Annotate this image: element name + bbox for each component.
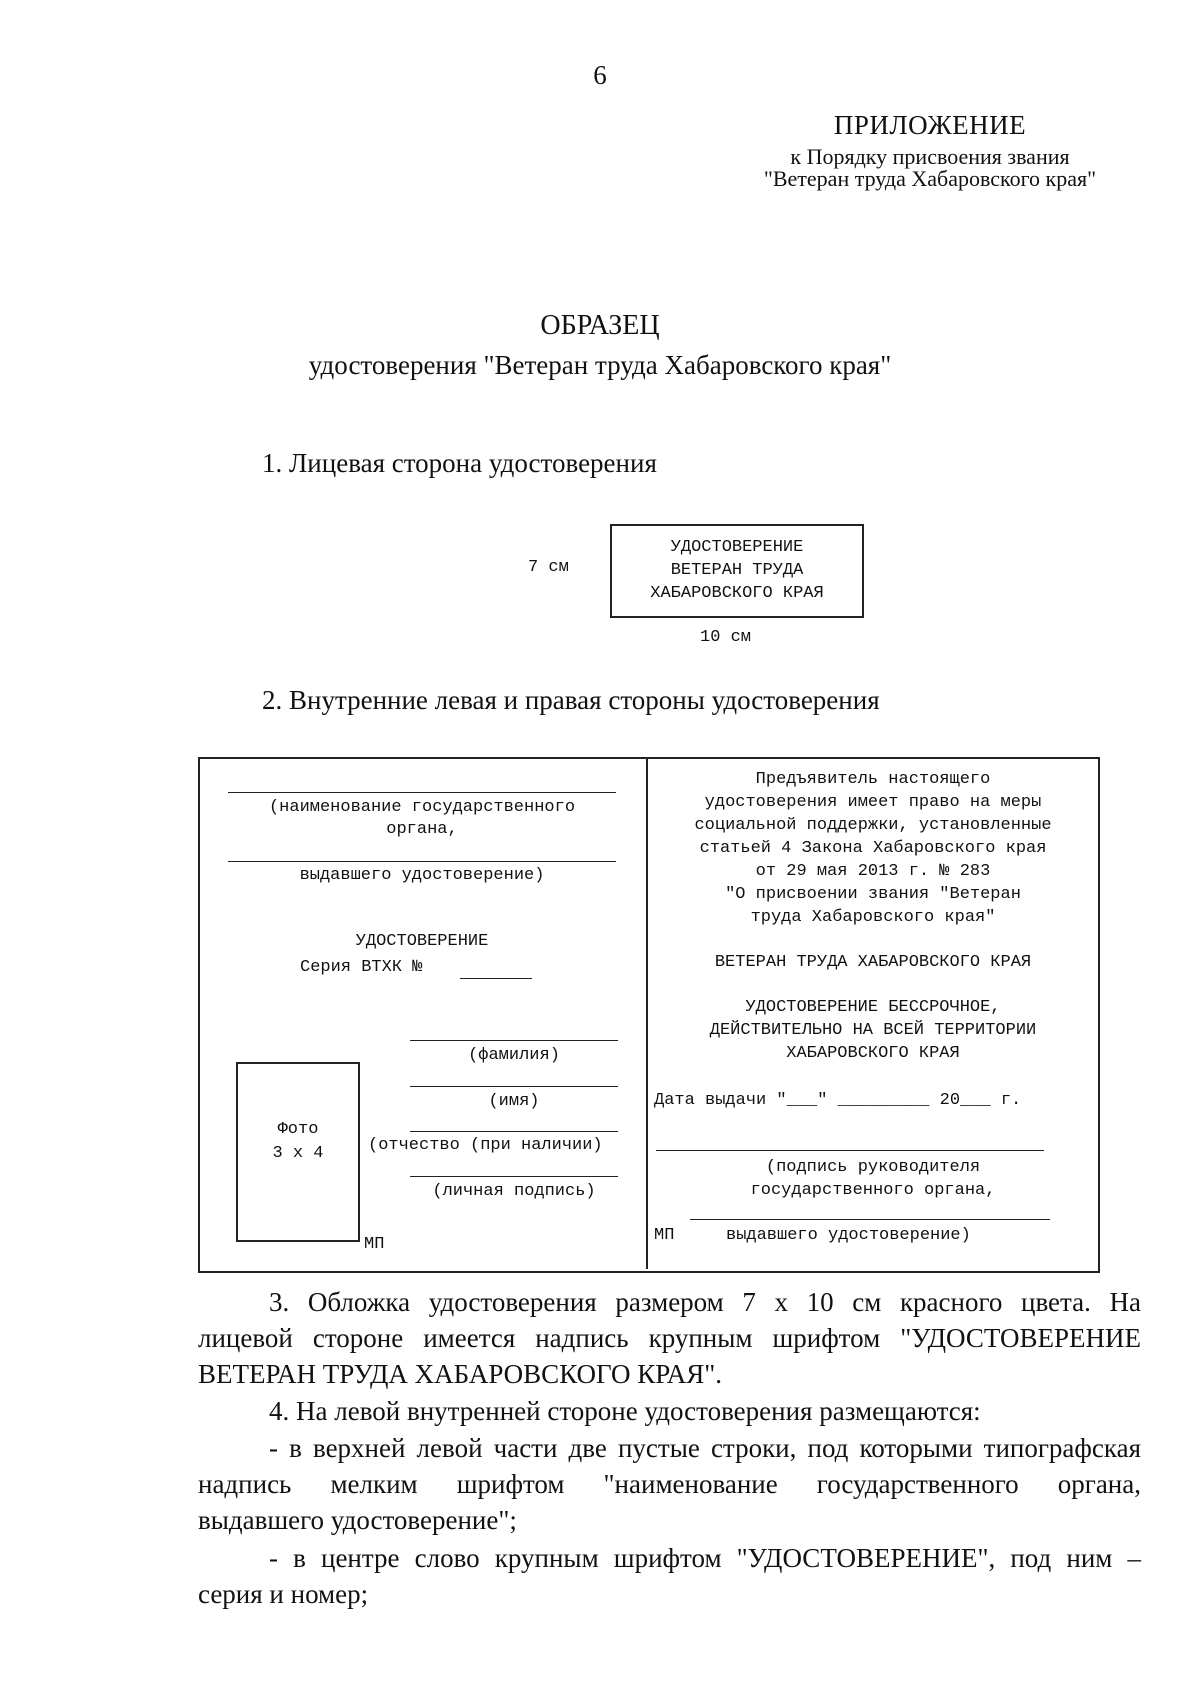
front-line-2: ВЕТЕРАН ТРУДА (670, 561, 804, 580)
section-2-heading: 2. Внутренние левая и правая стороны удостоверения (262, 685, 880, 715)
front-side-box (610, 524, 864, 618)
sample-subtitle: удостоверения "Ветеран труда Хабаровского края" (308, 350, 892, 380)
inner-divider (646, 757, 648, 1269)
item2-line-2: серия и номер; (198, 1579, 369, 1609)
photo-size: 3 x 4 (272, 1144, 324, 1163)
org-line-2 (228, 861, 616, 862)
height-label: 7 см (528, 558, 569, 577)
name-caption: (имя) (488, 1092, 540, 1111)
width-label: 10 см (700, 628, 752, 647)
page-number: 6 (593, 60, 607, 90)
left-doc-word: УДОСТОВЕРЕНИЕ (355, 932, 489, 951)
front-line-1: УДОСТОВЕРЕНИЕ (670, 538, 804, 557)
p3-line-3: ВЕТЕРАН ТРУДА ХАБАРОВСКОГО КРАЯ". (198, 1359, 723, 1389)
sign-caption-3: выдавшего удостоверение) (726, 1226, 971, 1245)
org-line-1 (228, 792, 616, 793)
sample-title: ОБРАЗЕЦ (540, 310, 660, 341)
item1-line-1: - в верхней левой части две пустые строки, под которыми типографская (269, 1433, 1141, 1463)
appendix-line-2: "Ветеран труда Хабаровского края" (763, 166, 1097, 191)
sign-caption-2: государственного органа, (750, 1181, 996, 1200)
rights-line-1: Предъявитель настоящего (755, 770, 991, 789)
item1-line-3: выдавшего удостоверение"; (198, 1505, 517, 1535)
validity-line-2: ДЕЙСТВИТЕЛЬНО НА ВСЕЙ ТЕРРИТОРИИ (709, 1021, 1037, 1040)
org-signature-line (690, 1219, 1050, 1220)
signature-line (410, 1176, 618, 1177)
issue-date: Дата выдачи "___" _________ 20___ г. (654, 1091, 1022, 1110)
item1-line-2: надпись мелким шрифтом "наименование государственного органа, (198, 1469, 1141, 1499)
patronymic-line (410, 1131, 618, 1132)
section-1-heading: 1. Лицевая сторона удостоверения (262, 448, 657, 478)
signature-caption: (личная подпись) (432, 1182, 596, 1201)
front-line-3: ХАБАРОВСКОГО КРАЯ (650, 584, 824, 603)
org-caption-1: (наименование государственного (268, 798, 576, 817)
photo-label: Фото (277, 1120, 319, 1139)
rights-line-5: от 29 мая 2013 г. № 283 (755, 862, 991, 881)
item2-line-1: - в центре слово крупным шрифтом "УДОСТОВЕРЕНИЕ", под ним – (269, 1543, 1141, 1573)
rights-line-7: труда Хабаровского края" (750, 908, 996, 927)
right-title: ВЕТЕРАН ТРУДА ХАБАРОВСКОГО КРАЯ (714, 953, 1032, 972)
org-caption-2: органа, (386, 820, 458, 839)
rights-line-4: статьей 4 Закона Хабаровского края (699, 839, 1047, 858)
validity-line-1: УДОСТОВЕРЕНИЕ БЕССРОЧНОЕ, (745, 998, 1001, 1017)
p3-line-2: лицевой стороне имеется надпись крупным шрифтом "УДОСТОВЕРЕНИЕ (198, 1323, 1141, 1353)
p3-line-1: 3. Обложка удостоверения размером 7 x 10 см красного цвета. На (269, 1287, 1141, 1317)
validity-line-3: ХАБАРОВСКОГО КРАЯ (786, 1044, 960, 1063)
left-stamp: МП (364, 1235, 385, 1254)
right-stamp: МП (654, 1226, 675, 1245)
appendix-title: ПРИЛОЖЕНИЕ (833, 110, 1027, 140)
rights-line-2: удостоверения имеет право на меры (704, 793, 1042, 812)
surname-line (410, 1040, 618, 1041)
head-signature-line (656, 1150, 1044, 1151)
p4-text: 4. На левой внутренней стороне удостоверения размещаются: (269, 1396, 981, 1426)
patronymic-caption: (отчество (при наличии) (368, 1136, 603, 1155)
name-line (410, 1086, 618, 1087)
rights-line-3: социальной поддержки, установленные (694, 816, 1052, 835)
series-label: Серия ВТХК № (300, 958, 423, 977)
org-caption-3: выдавшего удостоверение) (299, 866, 545, 885)
sign-caption-1: (подпись руководителя (765, 1158, 981, 1177)
photo-frame (236, 1062, 360, 1242)
rights-line-6: "О присвоении звания "Ветеран (725, 885, 1021, 904)
surname-caption: (фамилия) (468, 1046, 560, 1065)
appendix-line-1: к Порядку присвоения звания (790, 144, 1070, 169)
series-number-line (460, 978, 532, 979)
